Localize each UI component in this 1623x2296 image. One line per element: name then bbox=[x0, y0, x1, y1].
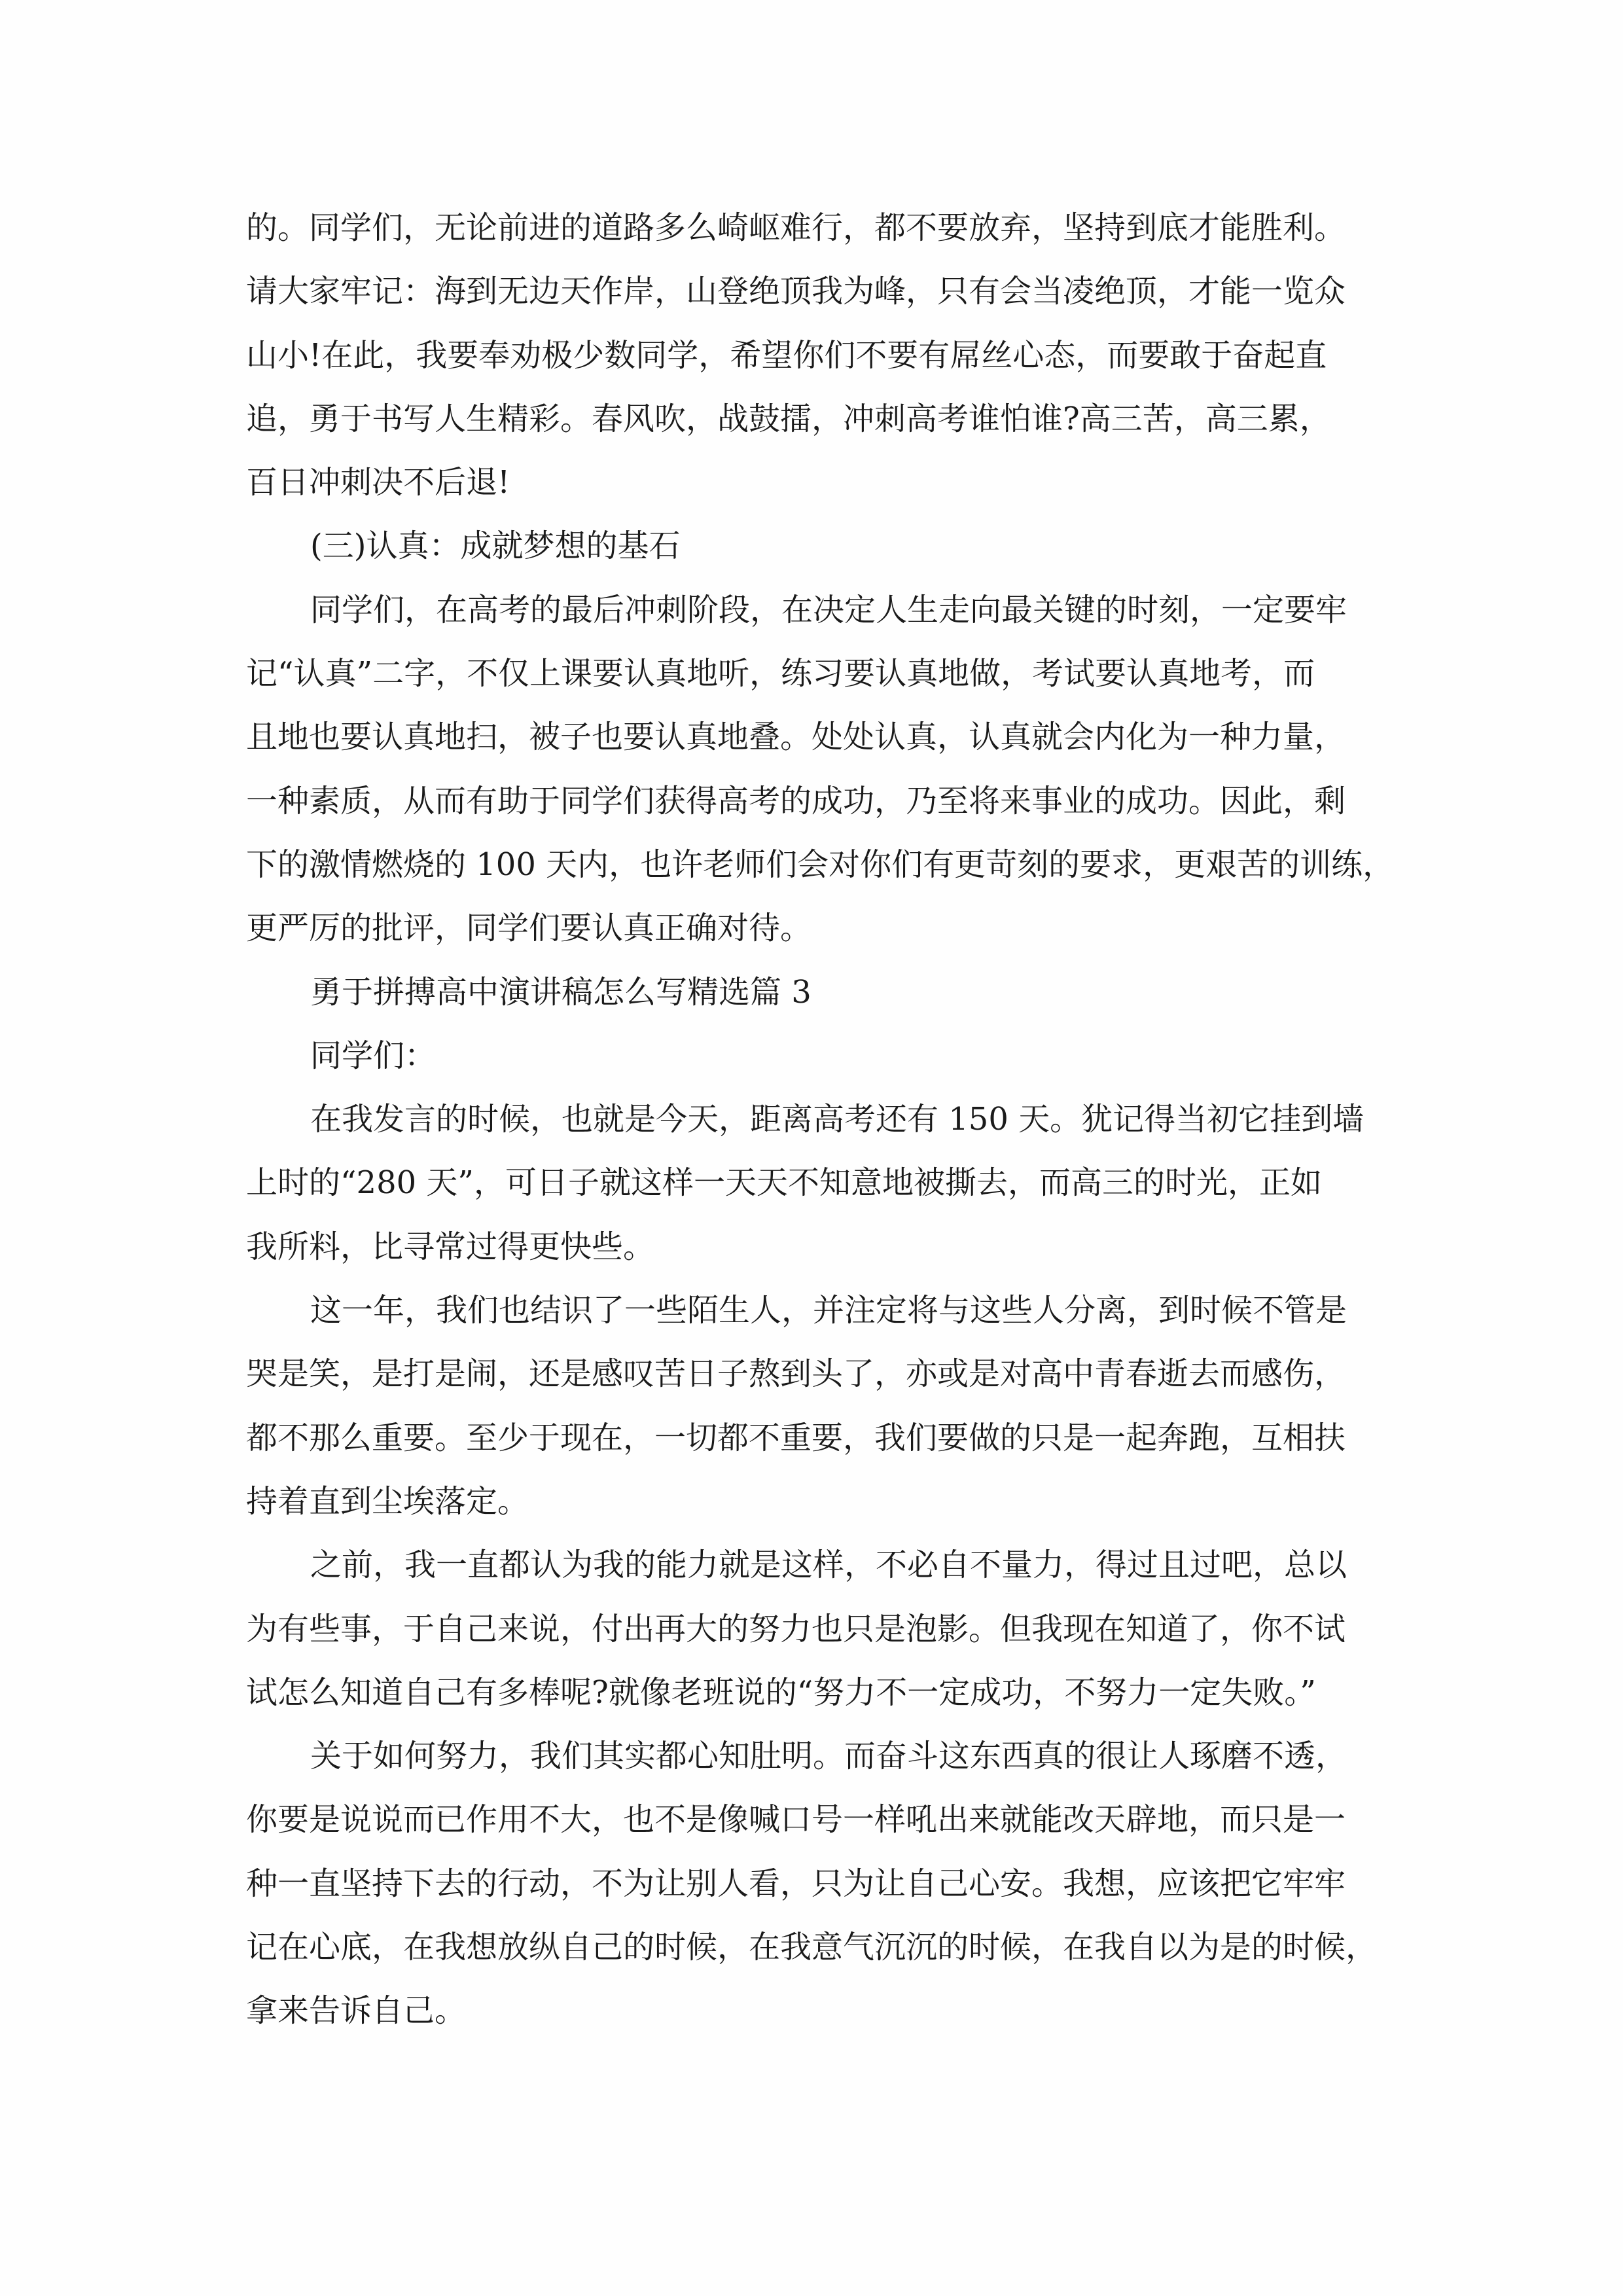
text-line: 记“认真”二字，不仅上课要认真地听，练习要认真地做，考试要认真地考，而 bbox=[246, 655, 1315, 692]
text-line: 下的激情燃烧的 100 天内，也许老师们会对你们有更苛刻的要求，更艰苦的训练， bbox=[246, 846, 1395, 883]
text-line: 在我发言的时候，也就是今天，距离高考还有 150 天。犹记得当初它挂到墙 bbox=[310, 1101, 1364, 1138]
text-line: 之前，我一直都认为我的能力就是这样，不必自不量力，得过且过吧，总以 bbox=[310, 1547, 1347, 1584]
document-body bbox=[246, 196, 1398, 2043]
paragraph-p2 bbox=[246, 579, 1398, 961]
text-line: 勇于拼搏高中演讲稿怎么写精选篇 3 bbox=[310, 973, 812, 1011]
paragraph-p3 bbox=[246, 1088, 1398, 1279]
text-line: 百日冲刺决不后退! bbox=[246, 464, 510, 501]
text-line: 为有些事，于自己来说，付出再大的努力也只是泡影。但我现在知道了，你不试 bbox=[246, 1610, 1346, 1647]
text-line: 你要是说说而已作用不大，也不是像喊口号一样吼出来就能改天辟地，而只是一 bbox=[246, 1801, 1346, 1839]
text-line: 山小!在此，我要奉劝极少数同学，希望你们不要有屌丝心态，而要敢于奋起直 bbox=[246, 336, 1327, 374]
text-line: 种一直坚持下去的行动，不为让别人看，只为让自己心安。我想，应该把它牢牢 bbox=[246, 1865, 1346, 1902]
text-line: 同学们，在高考的最后冲刺阶段，在决定人生走向最关键的时刻，一定要牢 bbox=[310, 591, 1347, 628]
paragraph-salutation bbox=[246, 1024, 1398, 1088]
text-line: 持着直到尘埃落定。 bbox=[246, 1482, 529, 1520]
text-line: 关于如何努力，我们其实都心知肚明。而奋斗这东西真的很让人琢磨不透， bbox=[310, 1738, 1347, 1775]
text-line: 哭是笑，是打是闹，还是感叹苦日子熬到头了，亦或是对高中青春逝去而感伤， bbox=[246, 1355, 1346, 1393]
text-line: 都不那么重要。至少于现在，一切都不重要，我们要做的只是一起奔跑，互相扶 bbox=[246, 1419, 1346, 1456]
text-line: 试怎么知道自己有多棒呢?就像老班说的“努力不一定成功，不努力一定失败。” bbox=[246, 1674, 1316, 1711]
paragraph-h1 bbox=[246, 514, 1398, 578]
text-line: 的。同学们，无论前进的道路多么崎岖难行，都不要放弃，坚持到底才能胜利。 bbox=[246, 209, 1346, 246]
text-line: 我所料，比寻常过得更快些。 bbox=[246, 1228, 655, 1265]
paragraph-p1 bbox=[246, 196, 1398, 514]
text-line: 同学们： bbox=[310, 1037, 437, 1074]
text-line: 且地也要认真地扫，被子也要认真地叠。处处认真，认真就会内化为一种力量， bbox=[246, 719, 1346, 756]
text-line: 一种素质，从而有助于同学们获得高考的成功，乃至将来事业的成功。因此，剩 bbox=[246, 782, 1346, 819]
text-line: 拿来告诉自己。 bbox=[246, 1992, 467, 2030]
text-line: 记在心底，在我想放纵自己的时候，在我意气沉沉的时候，在我自以为是的时候， bbox=[246, 1929, 1378, 1966]
text-line: 追，勇于书写人生精彩。春风吹，战鼓擂，冲刺高考谁怕谁?高三苦，高三累， bbox=[246, 400, 1331, 437]
text-line: 请大家牢记：海到无边天作岸，山登绝顶我为峰，只有会当凌绝顶，才能一览众 bbox=[246, 273, 1346, 310]
text-line: 这一年，我们也结识了一些陌生人，并注定将与这些人分离，到时候不管是 bbox=[310, 1292, 1347, 1329]
paragraph-p5 bbox=[246, 1534, 1398, 1725]
paragraph-h2 bbox=[246, 961, 1398, 1024]
text-line: (三)认真：成就梦想的基石 bbox=[310, 528, 681, 565]
text-line: 更严厉的批评，同学们要认真正确对待。 bbox=[246, 910, 812, 947]
paragraph-p6 bbox=[246, 1725, 1398, 2043]
text-line: 上时的“280 天”，可日子就这样一天天不知意地被撕去，而高三的时光，正如 bbox=[246, 1164, 1322, 1202]
paragraph-p4 bbox=[246, 1279, 1398, 1534]
